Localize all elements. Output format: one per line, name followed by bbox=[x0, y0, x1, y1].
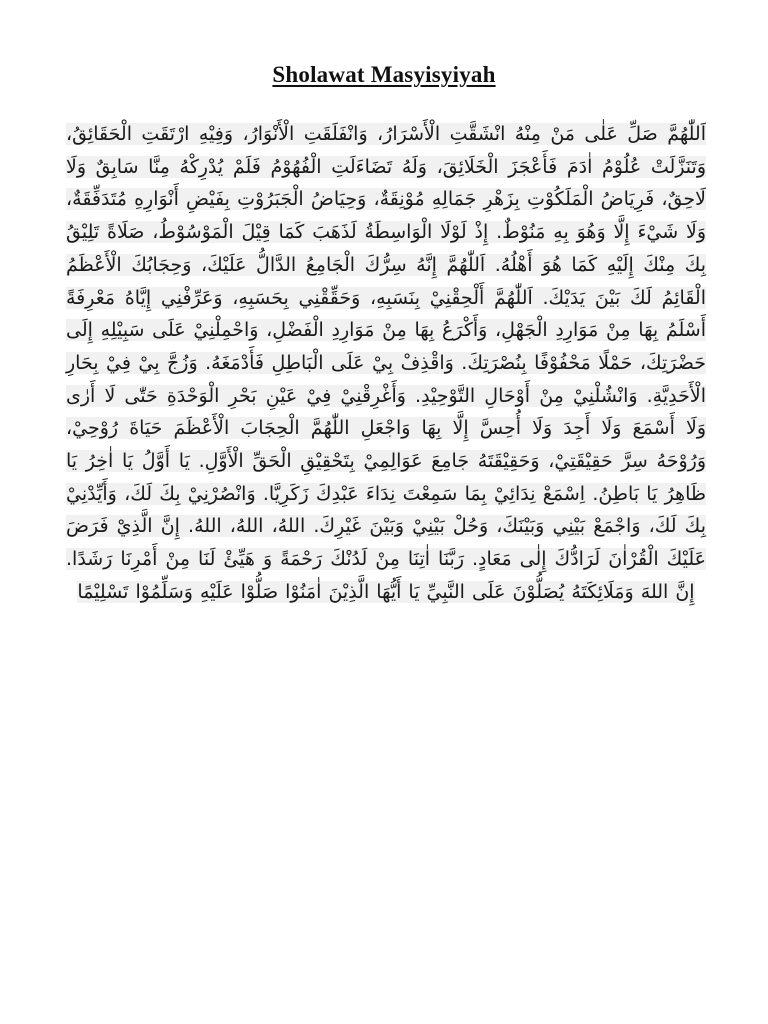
arabic-body-content: اَللّٰهُمَّ صَلِّ عَلٰى مَنْ مِنْهُ انْشَقَّتِ الْأَسْرَارُ، وَانْفَلَقَتِ الْأَنْوَارُ، وَفِيْهِ ارْتَقَتِ الْحَقَائِقُ، وَتَنَزَّلَتْ عُلُوْمُ اٰدَمَ فَأَعْجَزَ الْخَلَائِقَ، وَلَهُ تَضَاءَلَتِ الْفُهُوْمُ فَلَمْ يُدْرِكْهُ مِنَّا سَابِقٌ وَلَا لَاحِقٌ، فَرِيَاضُ الْمَلَكُوْتِ بِزَهْرِ جَمَالِهِ مُوْنِقَةٌ، وَحِيَاضُ الْجَبَرُوْتِ بِفَيْضِ أَنْوَارِهِ مُتَدَفِّقَةٌ، وَلَا شَيْءَ إِلَّا وَهُوَ بِهِ مَنُوْطٌ. إِذْ لَوْلَا الْوَاسِطَةُ لَذَهَبَ كَمَا قِيْلَ الْمَوْسُوْطُ، صَلَاةً تَلِيْقُ بِكَ مِنْكَ إِلَيْهِ كَمَا هُوَ أَهْلُهُ. اَللّٰهُمَّ إِنَّهُ سِرُّكَ الْجَامِعُ الدَّالُّ عَلَيْكَ، وَحِجَابُكَ الْأَعْظَمُ الْقَائِمُ لَكَ بَيْنَ يَدَيْكَ. اَللّٰهُمَّ أَلْحِقْنِيْ بِنَسَبِهِ، وَحَقِّقْنِي بِحَسَبِهِ، وَعَرِّفْنِي إِيَّاهُ مَعْرِفَةً أَسْلَمُ بِهَا مِنْ مَوَارِدِ الْجَهْلِ، وَأَكْرَعُ بِهَا مِنْ مَوَارِدِ الْفَضْلِ، وَاحْمِلْنِيْ عَلَى سَبِيْلِهِ إِلَى حَضْرَتِكَ، حَمْلًا مَحْفُوْفًا بِنُصْرَتِكَ. وَاقْذِفْ بِيْ عَلَى الْبَاطِلِ فَأَدْمَغَهُ. وَزُجَّ بِيْ فِيْ بِحَارِ الْأَحَدِيَّةِ. وَانْشُلْنِيْ مِنْ أَوْحَالِ التَّوْحِيْدِ. وَأَغْرِقْنِيْ فِيْ عَيْنِ بَحْرِ الْوَحْدَةِ حَتّٰى لَا أَرٰى وَلَا أَسْمَعَ وَلَا أَجِدَ وَلَا أُحِسَّ إِلَّا بِهَا وَاجْعَلِ اللّٰهُمَّ الْحِجَابَ الْأَعْظَمَ حَيَاةَ رُوْحِيْ، وَرُوْحَهُ سِرَّ حَقِيْقَتِيْ، وَحَقِيْقَتَهُ جَامِعَ عَوَالِمِيْ بِتَحْقِيْقِ الْحَقِّ الْأَوَّلِ. يَا أَوَّلُ يَا اٰخِرُ يَا ظَاهِرُ يَا بَاطِنُ. اِسْمَعْ نِدَائِيْ بِمَا سَمِعْتَ نِدَاءَ عَبْدِكَ زَكَرِيَّا. وَانْصُرْنِيْ بِكَ لَكَ، وَأَيِّدْنِيْ بِكَ لَكَ، وَاجْمَعْ بَيْنِي وَبَيْنَكَ، وَحُلْ بَيْنِيْ وَبَيْنَ غَيْرِكَ. اللهُ، اللهُ، اللهُ. إِنَّ الَّذِيْ فَرَضَ عَلَيْكَ الْقُرْاٰنَ لَرَادُّكَ إِلٰى مَعَادٍ. رَبَّنَا اٰتِنَا مِنْ لَدُنْكَ رَحْمَةً وَ هَيِّئْ لَنَا مِنْ أَمْرِنَا رَشَدًا. إِنَّ اللهَ وَمَلَائِكَتَهُ يُصَلُّوْنَ عَلَى النَّبِيِّ يَا أَيُّهَا الَّذِيْنَ اٰمَنُوْا صَلُّوْا عَلَيْهِ وَسَلِّمُوْا تَسْلِيْمًا bbox=[66, 123, 706, 603]
document-title: Sholawat Masyisyiyah bbox=[272, 62, 496, 87]
arabic-body-text bbox=[66, 118, 706, 609]
